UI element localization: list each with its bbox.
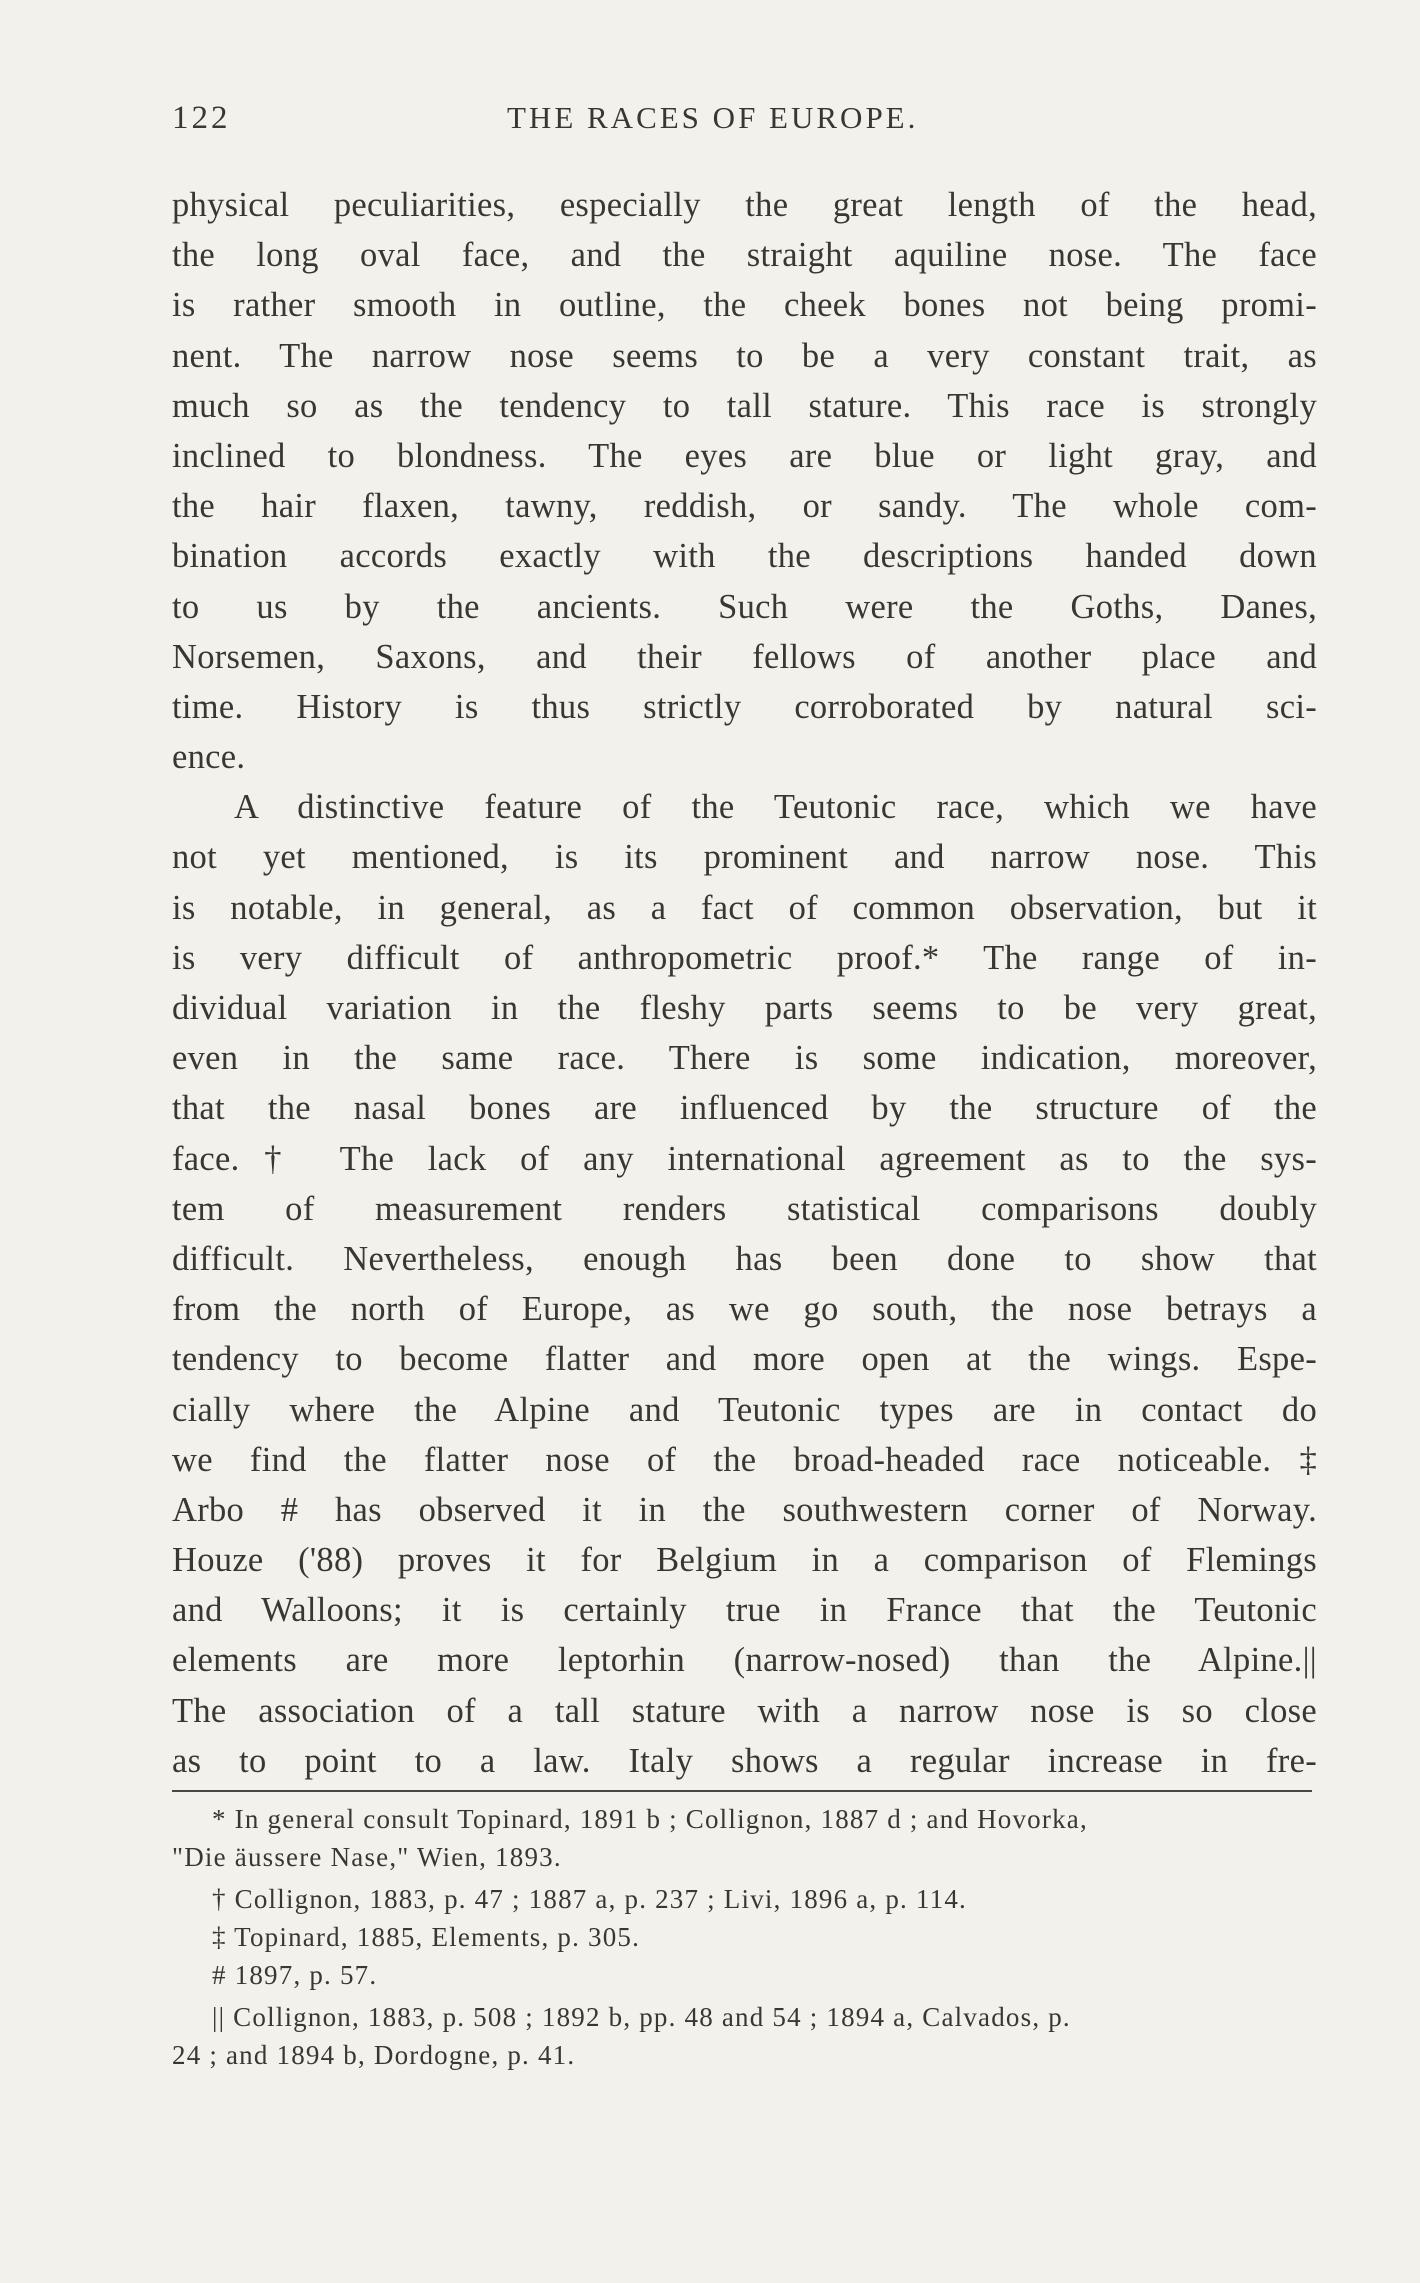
footnote-divider — [172, 1790, 1312, 1792]
footnote-line: † Collignon, 1883, p. 47 ; 1887 a, p. 237 ; Livi, 1896 a, p. 114. — [212, 1884, 967, 1914]
body-line: The association of a tall stature with a narrow nose is so close — [172, 1691, 1317, 1730]
footnote-line: * In general consult Topinard, 1891 b ; Collignon, 1887 d ; and Hovorka, — [212, 1804, 1088, 1834]
body-line: face.† The lack of any international agreement as to the sys- — [172, 1139, 1317, 1178]
body-line: cially where the Alpine and Teutonic types are in contact do — [172, 1390, 1317, 1429]
body-line: Norsemen, Saxons, and their fellows of another place and — [172, 637, 1317, 676]
body-line: Arbo # has observed it in the southwestern corner of Norway. — [172, 1490, 1317, 1529]
page-number: 122 — [172, 100, 231, 136]
body-line: is very difficult of anthropometric proof.* The range of in- — [172, 938, 1317, 977]
body-line: as to point to a law. Italy shows a regular increase in fre- — [172, 1741, 1317, 1780]
page-header — [172, 96, 1322, 144]
paragraph-start-line: A distinctive feature of the Teutonic race, which we have — [234, 788, 1317, 827]
footnote-line: "Die äussere Nase," Wien, 1893. — [172, 1842, 562, 1872]
body-line: from the north of Europe, as we go south, the nose betrays a — [172, 1290, 1317, 1329]
body-line: Houze ('88) proves it for Belgium in a comparison of Flemings — [172, 1541, 1317, 1580]
body-line: and Walloons; it is certainly true in France that the Teutonic — [172, 1591, 1317, 1630]
body-line: even in the same race. There is some indication, moreover, — [172, 1039, 1317, 1078]
body-line: bination accords exactly with the descriptions handed down — [172, 537, 1317, 576]
body-line: much so as the tendency to tall stature. This race is strongly — [172, 386, 1317, 425]
body-line: inclined to blondness. The eyes are blue or light gray, and — [172, 436, 1317, 475]
footnote-line: # 1897, p. 57. — [212, 1960, 378, 1990]
body-line: difficult. Nevertheless, enough has been done to show that — [172, 1239, 1317, 1278]
running-title: THE RACES OF EUROPE. — [507, 100, 919, 135]
body-line: elements are more leptorhin (narrow-nosed) than the Alpine.|| — [172, 1641, 1317, 1680]
body-line: to us by the ancients. Such were the Goths, Danes, — [172, 587, 1317, 626]
body-line: dividual variation in the fleshy parts seems to be very great, — [172, 989, 1317, 1027]
body-line: ence. — [172, 738, 246, 777]
footnotes — [172, 1800, 1317, 2074]
body-line: physical peculiarities, especially the great length of the head, — [172, 186, 1317, 224]
body-line: the long oval face, and the straight aquiline nose. The face — [172, 236, 1317, 275]
body-line: tendency to become flatter and more open at the wings. Espe- — [172, 1340, 1317, 1379]
body-line: tem of measurement renders statistical comparisons doubly — [172, 1189, 1317, 1228]
body-line: not yet mentioned, is its prominent and narrow nose. This — [172, 838, 1317, 877]
body-line: is rather smooth in outline, the cheek bones not being promi- — [172, 286, 1317, 325]
body-line: time. History is thus strictly corroborated by natural sci- — [172, 687, 1317, 726]
body-line: we find the flatter nose of the broad-headed race noticeable.‡ — [172, 1440, 1317, 1479]
footnote-line: ‡ Topinard, 1885, Elements, p. 305. — [212, 1922, 641, 1952]
footnote-line: || Collignon, 1883, p. 508 ; 1892 b, pp. 48 and 54 ; 1894 a, Calvados, p. — [212, 2002, 1071, 2032]
body-line: the hair flaxen, tawny, reddish, or sandy. The whole com- — [172, 487, 1317, 526]
body-text — [172, 180, 1317, 1786]
body-line: is notable, in general, as a fact of common observation, but it — [172, 888, 1317, 927]
body-line: nent. The narrow nose seems to be a very constant trait, as — [172, 336, 1317, 375]
footnote-line: 24 ; and 1894 b, Dordogne, p. 41. — [172, 2040, 576, 2070]
body-line: that the nasal bones are influenced by the structure of the — [172, 1089, 1317, 1128]
